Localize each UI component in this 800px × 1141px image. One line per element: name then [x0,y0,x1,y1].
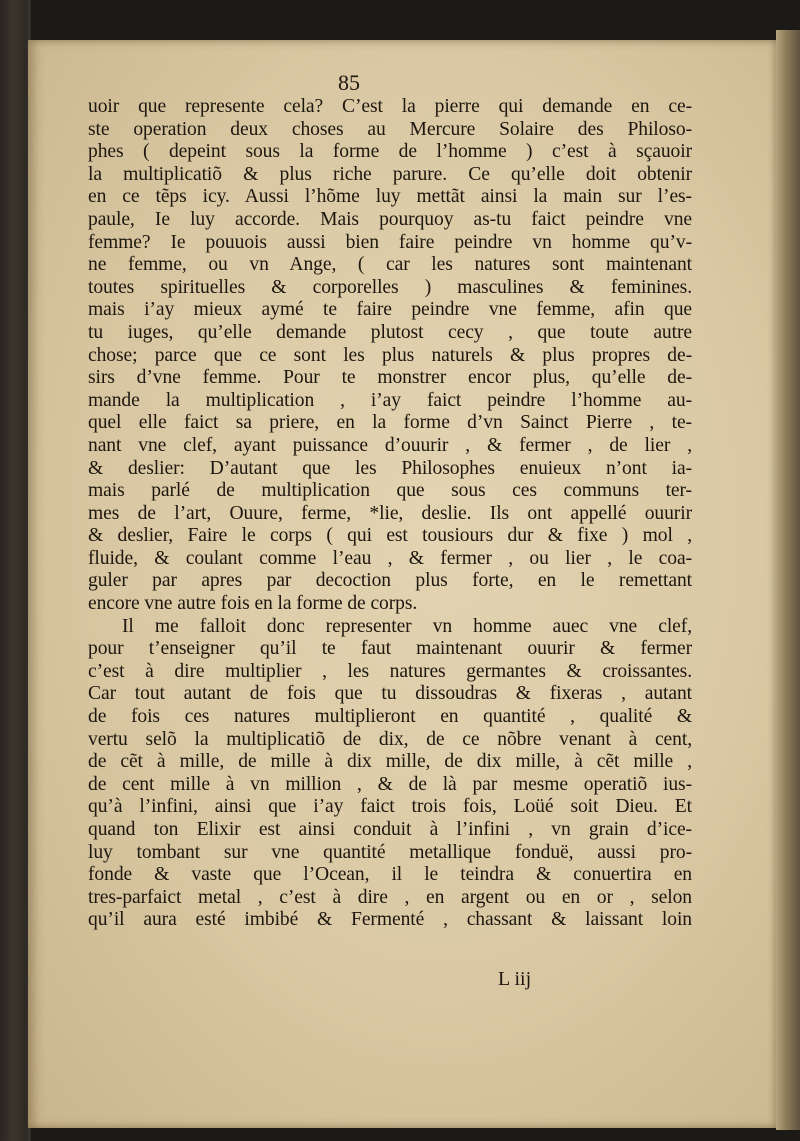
text-line: & deslier, Faire le corps ( qui est tousiours dur & fixe ) mol , [88,525,692,547]
text-line: Car tout autant de fois que tu dissoudras & fixeras , autant [88,683,692,705]
text-line: encore vne autre fois en la forme de corps. [88,593,418,615]
text-line: Il me falloit donc representer vn homme auec vne clef, [122,615,692,637]
text-line: c’est à dire multiplier , les natures germantes & croissantes. [88,660,692,682]
page-number: 85 [338,70,360,95]
signature-mark: L iij [498,968,532,990]
text-line: de cẽt à mille, de mille à dix mille, de dix mille, à cẽt mille , [88,751,692,773]
text-line: uoir que represente cela? C’est la pierre qui demande en ce- [88,96,692,117]
text-line: ste operation deux choses au Mercure Solaire des Philoso- [88,118,692,140]
text-line: toutes spirituelles & corporelles ) masculines & feminines. [88,276,692,298]
text-line: & deslier: D’autant que les Philosophes enuieux n’ont ia- [88,457,692,479]
text-line: femme? Ie pouuois aussi bien faire peindre vn homme qu’v- [88,231,692,253]
text-line: fonde & vaste que l’Ocean, il le teindra & conuertira en [88,864,692,886]
text-line: sirs d’vne femme. Pour te monstrer encor plus, qu’elle de- [88,367,692,389]
text-line: qu’à l’infini, ainsi que i’ay faict trois fois, Loüé soit Dieu. Et [88,796,692,818]
text-line: nant vne clef, ayant puissance d’ouurir , & fermer , de lier , [88,434,692,456]
fore-edge [776,30,800,1130]
text-line: phes ( depeint sous la forme de l’homme ) c’est à sçauoir [88,141,692,163]
text-line: la multiplicatiõ & plus riche parure. Ce qu’elle doit obtenir [88,163,692,185]
text-line: tu iuges, qu’elle demande plutost cecy , que toute autre [88,321,692,343]
text-line: pour t’enseigner qu’il te faut maintenant ouurir & fermer [88,638,692,660]
text-line: paule, Ie luy accorde. Mais pourquoy as-tu faict peindre vne [88,208,692,230]
text-line: en ce tẽps icy. Aussi l’hõme luy mettãt ainsi la main sur l’es- [88,186,692,208]
text-line: vertu selõ la multiplicatiõ de dix, de ce nõbre venant à cent, [88,728,692,750]
text-line: quand ton Elixir est ainsi conduit à l’infini , vn grain d’ice- [88,819,692,840]
text-line: qu’il aura esté imbibé & Fermenté , chassant & laissant loin [88,909,692,931]
text-line: fluide, & coulant comme l’eau , & fermer , ou lier , le coa- [88,547,692,569]
text-line: ne femme, ou vn Ange, ( car les natures sont maintenant [88,254,692,276]
text-line: de cent mille à vn million , & de là par mesme operatiõ ius- [88,773,692,795]
text-line: chose; parce que ce sont les plus naturels & plus propres de- [88,344,692,366]
text-line: quel elle faict sa priere, en la forme d’vn Sainct Pierre , te- [88,412,692,434]
text-line: tres-parfaict metal , c’est à dire , en argent ou en or , selon [88,886,692,908]
text-line: guler par apres par decoction plus forte, en le remettant [88,570,692,592]
text-line: mande la multiplication , i’ay faict peindre l’homme au- [88,389,692,411]
text-line: mais parlé de multiplication que sous ces communs ter- [88,480,692,502]
text-line: mes de l’art, Ouure, ferme, *lie, deslie. Ils ont appellé ouurir [88,502,692,524]
text-line: mais i’ay mieux aymé te faire peindre vne femme, afin que [88,299,692,321]
text-line: luy tombant sur vne quantité metallique fonduë, aussi pro- [88,841,692,863]
body-text [88,96,692,932]
text-line: de fois ces natures multiplieront en quantité , qualité & [88,706,692,728]
